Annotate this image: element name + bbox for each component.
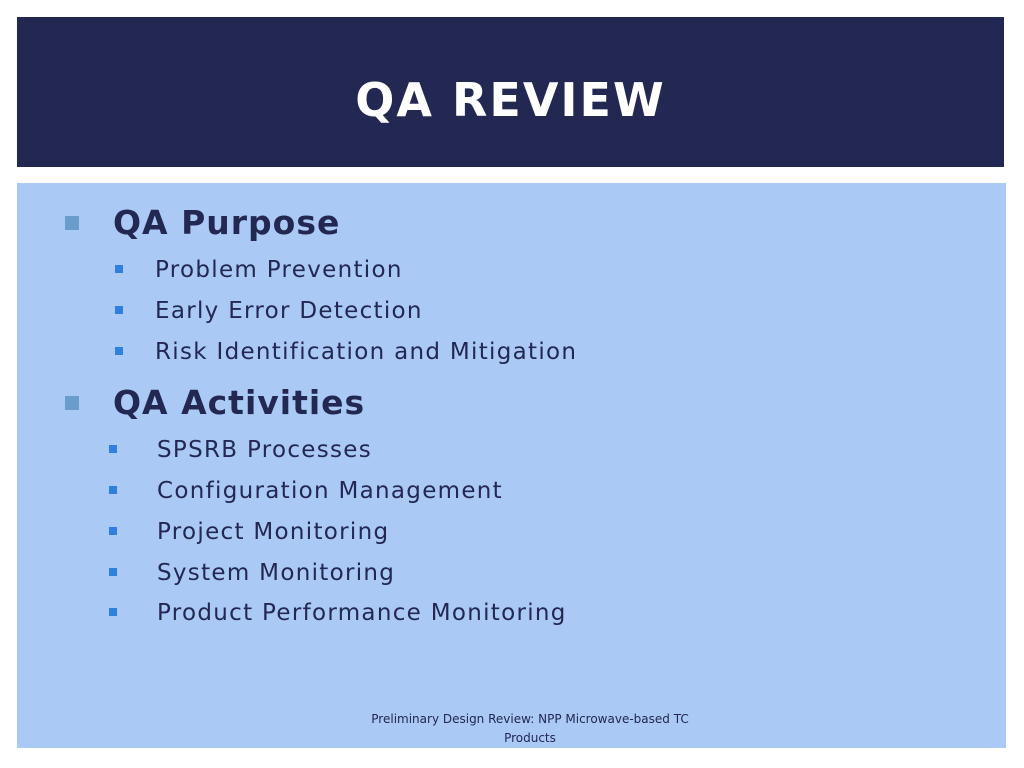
section-heading-qa-purpose — [17, 202, 817, 250]
list-item — [17, 476, 817, 510]
square-bullet-icon — [115, 306, 123, 314]
list-item — [17, 435, 817, 469]
slide-footer — [340, 710, 720, 748]
section-heading-label: QA Purpose — [113, 203, 341, 242]
list-item — [17, 558, 817, 592]
list-item-label: Configuration Management — [157, 478, 504, 504]
list-item-label: Risk Identification and Mitigation — [155, 339, 578, 365]
square-bullet-icon — [115, 265, 123, 273]
square-bullet-icon — [65, 216, 79, 230]
square-bullet-icon — [109, 445, 117, 453]
list-item-label: Project Monitoring — [157, 519, 390, 545]
list-item-label: Problem Prevention — [155, 257, 403, 283]
list-item — [17, 255, 817, 289]
square-bullet-icon — [109, 527, 117, 535]
section-heading-qa-activities — [17, 382, 817, 430]
list-item — [17, 598, 817, 632]
section-heading-label: QA Activities — [113, 383, 366, 422]
square-bullet-icon — [109, 568, 117, 576]
square-bullet-icon — [115, 347, 123, 355]
slide-title: QA REVIEW — [355, 73, 666, 127]
list-item-label: Early Error Detection — [155, 298, 423, 324]
footer-line: Preliminary Design Review: NPP Microwave-based TC — [371, 712, 689, 726]
list-item-label: SPSRB Processes — [157, 437, 373, 463]
square-bullet-icon — [109, 486, 117, 494]
list-item-label: System Monitoring — [157, 560, 396, 586]
list-item — [17, 337, 817, 371]
square-bullet-icon — [109, 608, 117, 616]
list-item — [17, 296, 817, 330]
list-item-label: Product Performance Monitoring — [157, 600, 567, 626]
title-bar — [17, 17, 1004, 167]
list-item — [17, 517, 817, 551]
footer-line: Products — [504, 731, 556, 745]
content-area — [17, 183, 1006, 748]
square-bullet-icon — [65, 396, 79, 410]
